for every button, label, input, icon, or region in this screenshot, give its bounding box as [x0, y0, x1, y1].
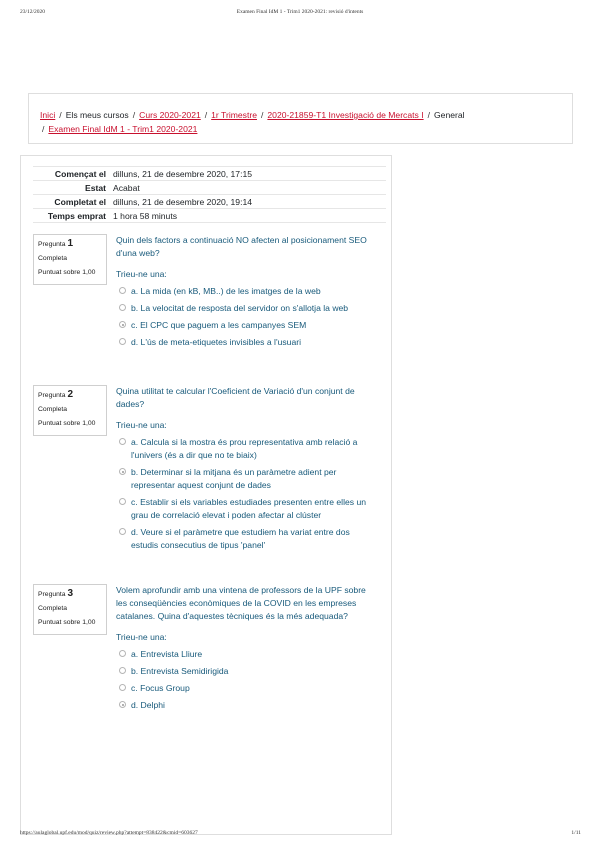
question-status: Completa	[38, 605, 68, 612]
answer-prompt: Trieu-ne una:	[116, 632, 167, 642]
answer-label: d. Delphi	[131, 700, 165, 710]
radio-button[interactable]	[119, 438, 126, 445]
summary-value: dilluns, 21 de desembre 2020, 19:14	[113, 195, 386, 209]
answer-label: c. El CPC que paguem a les campanyes SEM	[131, 320, 307, 330]
answer-list	[116, 648, 376, 712]
breadcrumb-separator: /	[59, 110, 62, 120]
summary-value: Acabat	[113, 181, 386, 195]
question-number: 3	[67, 588, 74, 599]
breadcrumb-separator: /	[42, 124, 45, 134]
radio-button[interactable]	[119, 528, 126, 535]
summary-value: 1 hora 58 minuts	[113, 209, 386, 223]
radio-button[interactable]	[119, 684, 126, 691]
summary-row-time-taken	[33, 209, 386, 223]
breadcrumb-term-link[interactable]: 1r Trimestre	[211, 110, 257, 120]
answer-label: b. Entrevista Semidirigida	[131, 666, 229, 676]
question-text: Volem aprofundir amb una vintena de professors de la UPF sobre les conseqüències econòmiques de la COVID en les empreses catalanes. Quina d'aquestes tècniques és la més adequada?	[116, 585, 366, 621]
question-info	[33, 584, 107, 635]
answer-option[interactable]	[116, 302, 376, 315]
answer-label: b. La velocitat de resposta del servidor on s'allotja la web	[131, 303, 349, 313]
question-grade: Puntuat sobre 1,00	[38, 619, 96, 626]
question-content	[116, 385, 376, 552]
breadcrumb-separator: /	[261, 110, 264, 120]
answer-label: d. Veure si el paràmetre que estudiem ha variat entre dos estudis consecutius de tipus 'panel'	[131, 527, 350, 550]
summary-key: Estat	[33, 181, 113, 195]
answer-option[interactable]	[116, 665, 376, 678]
breadcrumb-quiz-link[interactable]: Examen Final IdM 1 - Trim1 2020-2021	[48, 124, 198, 134]
breadcrumb-home-link[interactable]: Inici	[40, 110, 56, 120]
radio-button-selected[interactable]	[119, 468, 126, 475]
answer-label: a. Calcula si la mostra és prou representativa amb relació a l'univers (és a dir que no te biaix)	[131, 437, 358, 460]
radio-button[interactable]	[119, 287, 126, 294]
radio-button-selected[interactable]	[119, 321, 126, 328]
question-label: Pregunta	[38, 241, 66, 248]
breadcrumb	[28, 93, 573, 144]
print-url: https://aulaglobal.upf.edu/mod/quiz/review.php?attempt=838422&cmid=603627	[20, 830, 198, 836]
radio-button[interactable]	[119, 304, 126, 311]
radio-button[interactable]	[119, 667, 126, 674]
question-grade: Puntuat sobre 1,00	[38, 269, 96, 276]
breadcrumb-general: General	[434, 110, 465, 120]
answer-prompt: Trieu-ne una:	[116, 420, 167, 430]
answer-list	[116, 436, 376, 552]
answer-label: c. Focus Group	[131, 683, 190, 693]
question-content	[116, 584, 376, 712]
breadcrumb-course-link[interactable]: 2020-21859-T1 Investigació de Mercats I	[267, 110, 424, 120]
answer-option[interactable]	[116, 436, 376, 462]
question-info	[33, 385, 107, 436]
print-header	[0, 9, 600, 19]
answer-label: a. La mida (en kB, MB..) de les imatges de la web	[131, 286, 321, 296]
question-label: Pregunta	[38, 392, 66, 399]
summary-row-started	[33, 167, 386, 181]
breadcrumb-separator: /	[204, 110, 208, 120]
answer-option[interactable]	[116, 682, 376, 695]
question-content	[116, 234, 376, 349]
question-label: Pregunta	[38, 591, 66, 598]
answer-option[interactable]	[116, 496, 376, 522]
question-status: Completa	[38, 406, 68, 413]
summary-value: dilluns, 21 de desembre 2020, 17:15	[113, 167, 386, 181]
print-title: Examen Final IdM 1 - Trim1 2020-2021: revisió d'intents	[236, 9, 364, 15]
answer-option[interactable]	[116, 466, 376, 492]
breadcrumb-year-link[interactable]: Curs 2020-2021	[139, 110, 201, 120]
answer-label: c. Establir si els variables estudiades presenten entre elles un grau de correlació elevat i poden afectar al clúster	[131, 497, 367, 520]
print-footer	[0, 830, 600, 840]
answer-option[interactable]	[116, 285, 376, 298]
answer-option[interactable]	[116, 699, 376, 712]
radio-button[interactable]	[119, 498, 126, 505]
answer-option[interactable]	[116, 336, 376, 349]
radio-button[interactable]	[119, 338, 126, 345]
summary-row-completed	[33, 195, 386, 209]
breadcrumb-my-courses: Els meus cursos	[65, 110, 129, 120]
answer-option[interactable]	[116, 526, 376, 552]
answer-list	[116, 285, 376, 349]
print-page-number: 1/11	[571, 830, 581, 836]
attempt-summary-table	[33, 166, 386, 223]
question-number: 1	[67, 238, 74, 249]
radio-button-selected[interactable]	[119, 701, 126, 708]
answer-prompt: Trieu-ne una:	[116, 269, 167, 279]
print-date: 23/12/2020	[20, 9, 46, 15]
answer-label: d. L'ús de meta-etiquetes invisibles a l'usuari	[131, 337, 301, 347]
summary-key: Començat el	[33, 167, 113, 181]
answer-option[interactable]	[116, 648, 376, 661]
question-text: Quin dels factors a continuació NO afecten al posicionament SEO d'una web?	[116, 235, 367, 258]
breadcrumb-separator: /	[132, 110, 136, 120]
summary-key: Completat el	[33, 195, 113, 209]
question-status: Completa	[38, 255, 68, 262]
breadcrumb-separator: /	[427, 110, 430, 120]
answer-option[interactable]	[116, 319, 376, 332]
answer-label: a. Entrevista Lliure	[131, 649, 203, 659]
question-info	[33, 234, 107, 285]
question-grade: Puntuat sobre 1,00	[38, 420, 96, 427]
radio-button[interactable]	[119, 650, 126, 657]
question-text: Quina utilitat te calcular l'Coeficient de Variació d'un conjunt de dades?	[116, 386, 355, 409]
summary-row-state	[33, 181, 386, 195]
quiz-review-region	[20, 155, 392, 835]
summary-key: Temps emprat	[33, 209, 113, 223]
answer-label: b. Determinar si la mitjana és un paràmetre adient per representar aquest conjunt de dades	[131, 467, 337, 490]
question-number: 2	[67, 389, 74, 400]
